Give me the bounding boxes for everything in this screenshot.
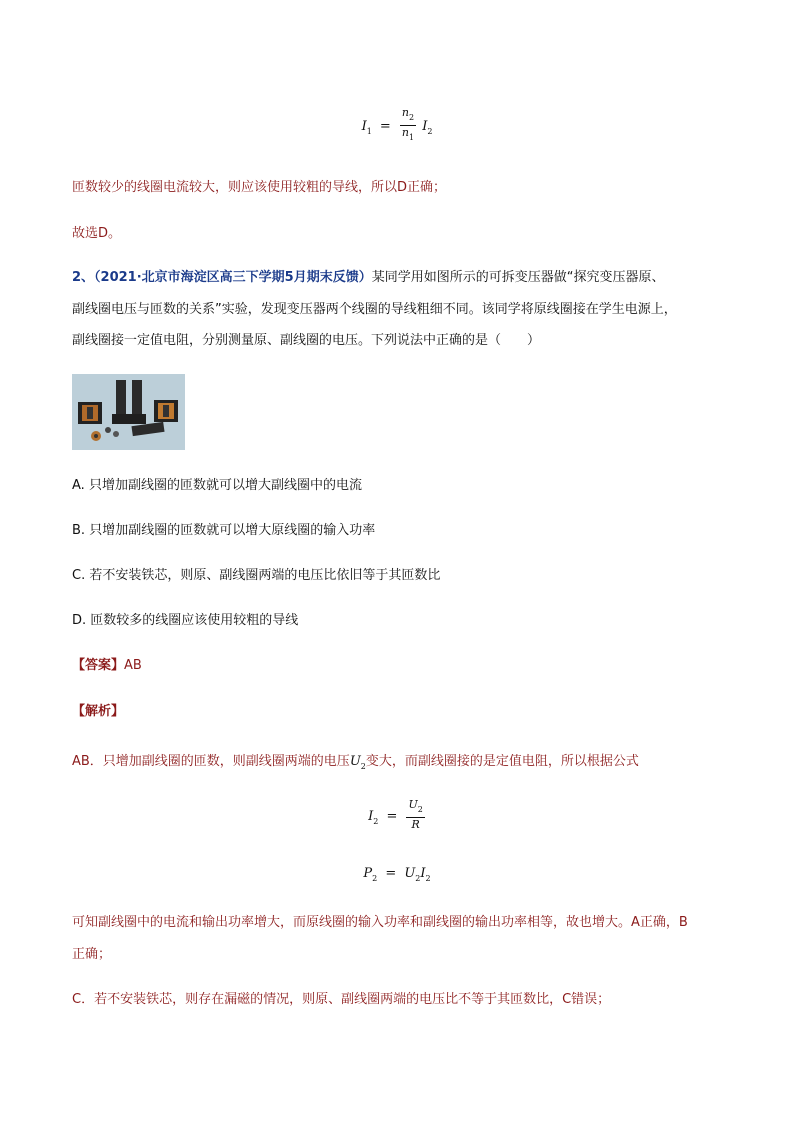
option-a-text: 只增加副线圈的匝数就可以增大副线圈中的电流 xyxy=(88,478,362,493)
option-c-analysis: C．若不安装铁芯，则存在漏磁的情况，则原、副线圈两端的电压比不等于其匝数比，C错误； xyxy=(72,992,611,1007)
option-d xyxy=(72,611,298,631)
option-b-letter: B. xyxy=(72,523,86,538)
option-a-letter: A. xyxy=(72,478,85,493)
conclusion-line-1: 可知副线圈中的电流和输出功率增大，而原线圈的输入功率和副线圈的输出功率相等，故也增大。A正确，B xyxy=(72,915,688,930)
answer-value: AB xyxy=(124,658,142,673)
option-d-text: 匝数较多的线圈应该使用较粗的导线 xyxy=(90,613,299,628)
option-d-letter: D. xyxy=(72,613,87,628)
question-number: 2、 xyxy=(72,270,95,285)
formula-power: $P_2 = U_2I_2$ xyxy=(363,866,431,883)
prev-analysis-line: 匝数较少的线圈电流较大，则应该使用较粗的导线，所以D正确； xyxy=(72,180,447,195)
analysis-ab-line: AB．只增加副线圈的匝数，则副线圈两端的电压$U_2$变大，而副线圈接的是定值电阻，所以根据公式 xyxy=(72,754,639,771)
question-stem-line-3: 副线圈接一定值电阻，分别测量原、副线圈的电压。下列说法中正确的是（ ） xyxy=(72,333,541,348)
option-c-letter: C. xyxy=(72,568,86,583)
prev-choice-line: 故选D。 xyxy=(72,226,122,241)
formula-ohms-law: $I_2$ = $\frac{U_2}{R}$ xyxy=(368,798,423,831)
transformer-photo xyxy=(72,374,185,450)
option-b xyxy=(72,521,375,541)
option-c-text: 若不安装铁芯，则原、副线圈两端的电压比依旧等于其匝数比 xyxy=(89,568,441,583)
option-a xyxy=(72,476,362,496)
question-stem-line-1: 2、（2021·北京市海淀区高三下学期5月期末反馈）某同学用如图所示的可拆变压器做“探究变压器原、 xyxy=(72,270,665,285)
analysis-label: 【解析】 xyxy=(72,704,125,719)
option-c xyxy=(72,566,440,586)
option-b-text: 只增加副线圈的匝数就可以增大原线圈的输入功率 xyxy=(89,523,376,538)
answer-line xyxy=(72,656,142,676)
question-source: （2021·北京市海淀区高三下学期5月期末反馈） xyxy=(94,270,372,285)
answer-label: 【答案】 xyxy=(72,658,125,673)
conclusion-line-2: 正确； xyxy=(72,947,112,962)
question-stem-line-2: 副线圈电压与匝数的关系”实验，发现变压器两个线圈的导线粗细不同。该同学将原线圈接在学生电源上， xyxy=(72,302,677,317)
formula-current-ratio: $I_1$ = $\frac{n_2}{n_1}$ $I_2$ xyxy=(0,106,794,145)
